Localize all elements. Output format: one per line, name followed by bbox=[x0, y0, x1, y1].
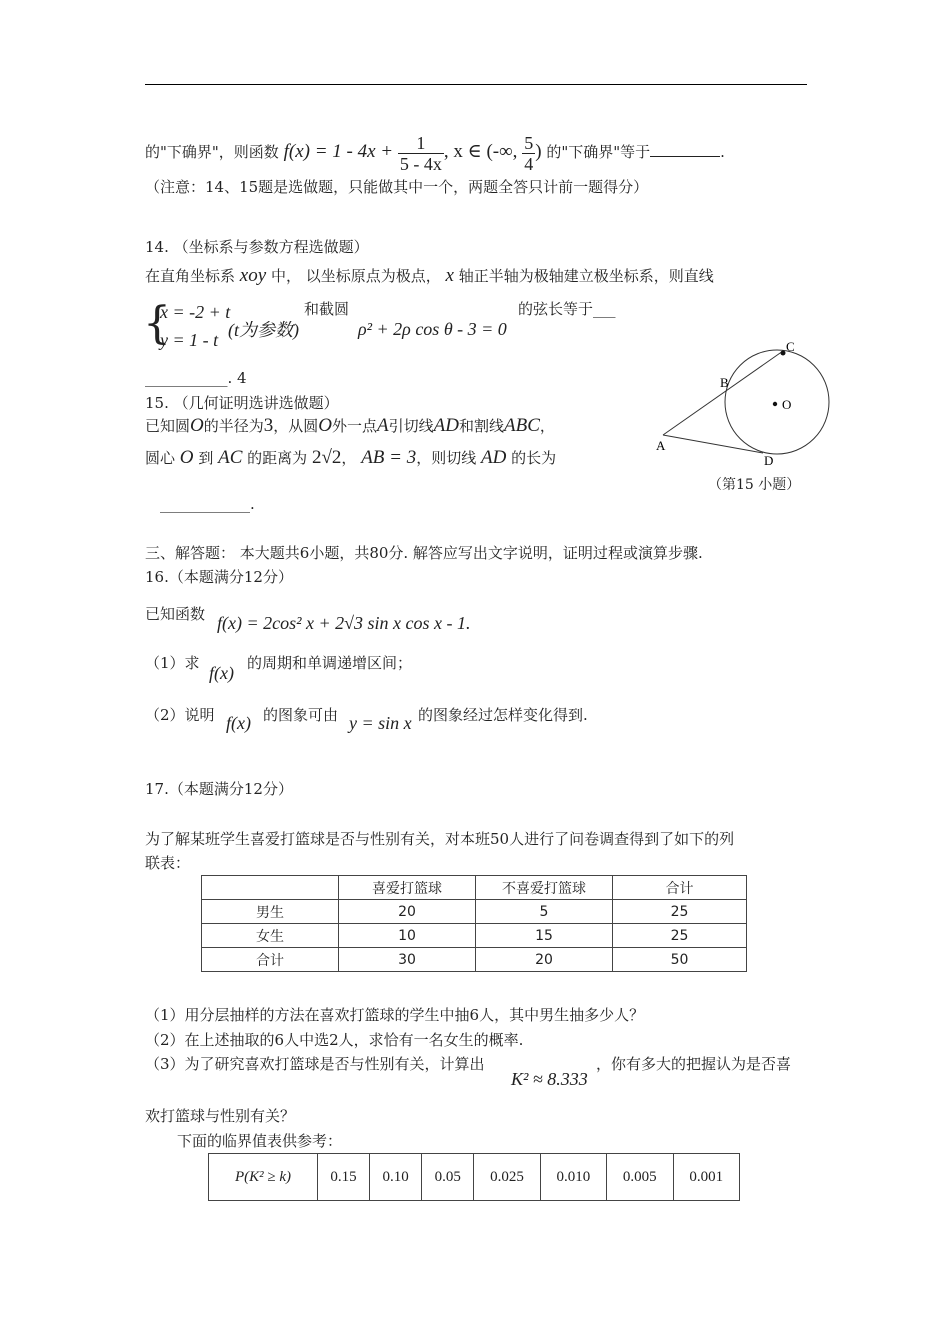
intro-end: . bbox=[720, 143, 725, 161]
table-cell: 0.010 bbox=[540, 1154, 606, 1201]
intro-frac-den: 5 - 4x bbox=[399, 153, 442, 174]
q16-p1a: （1）求 bbox=[145, 654, 200, 672]
table-cell: 15 bbox=[476, 924, 613, 948]
q17-title: 17.（本题满分12分） bbox=[145, 780, 293, 798]
q15-l2f: 的长为 bbox=[511, 449, 557, 467]
q15-l2c: 的距离为 bbox=[247, 449, 308, 467]
q15-AD2: AD bbox=[481, 447, 507, 468]
table-cell: 女生 bbox=[202, 924, 339, 948]
q14-x: x bbox=[445, 265, 454, 286]
q15-O2: O bbox=[318, 415, 333, 436]
table-cell: 50 bbox=[613, 948, 747, 972]
q17-k-value: K² ≈ 8.333 bbox=[511, 1069, 588, 1089]
q15-AC: AC bbox=[218, 447, 243, 468]
q15-l1a: 已知圆 bbox=[145, 417, 191, 435]
label-O: O bbox=[782, 397, 792, 412]
table-cell: 25 bbox=[613, 900, 747, 924]
q15-dist: 2√2 bbox=[311, 447, 342, 468]
table-cell: 5 bbox=[476, 900, 613, 924]
table-cell: 0.05 bbox=[422, 1154, 474, 1201]
table-cell: 25 bbox=[613, 924, 747, 948]
q15-l2a: 圆心 bbox=[145, 449, 176, 467]
q14-eq1: x = -2 + t bbox=[160, 302, 231, 322]
intro-domain: , x ∈ (-∞, bbox=[443, 141, 518, 162]
q16-p2b: 的图象可由 bbox=[263, 706, 339, 724]
q15-three: 3 bbox=[263, 415, 274, 436]
table-row bbox=[209, 1154, 740, 1201]
q16-func-end: . bbox=[466, 613, 471, 633]
q16-p1-fx: f(x) bbox=[209, 663, 234, 683]
intro-frac-num: 1 bbox=[398, 133, 444, 154]
tangent-line bbox=[663, 435, 763, 453]
q15-AB3: AB = 3 bbox=[361, 447, 417, 468]
q14-chord: 的弦长等于___ bbox=[518, 300, 616, 318]
table-header-cell bbox=[202, 876, 339, 900]
q14-param: (t为参数) bbox=[228, 320, 299, 340]
point-C bbox=[781, 351, 786, 356]
table-row bbox=[202, 924, 747, 948]
elective-note: （注意：14、15题是选做题，只能做其中一个，两题全答只计前一题得分） bbox=[145, 178, 649, 196]
q14-line1 bbox=[145, 266, 714, 286]
q16-p2c: 的图象经过怎样变化得到. bbox=[418, 706, 588, 724]
table-cell: 男生 bbox=[202, 900, 339, 924]
q15-l2b: 到 bbox=[198, 449, 214, 467]
q15-line2 bbox=[145, 446, 556, 470]
q15-l2e: ，则切线 bbox=[416, 449, 477, 467]
q14-l1b: 中， 以坐标原点为极点， bbox=[270, 267, 441, 285]
table-cell: 合计 bbox=[202, 948, 339, 972]
q16-function bbox=[217, 613, 471, 634]
point-O bbox=[773, 402, 777, 406]
q15-l1c: ，从圆 bbox=[273, 417, 319, 435]
intro-prefix: 的"下确界"，则函数 bbox=[145, 143, 279, 161]
table-cell: 20 bbox=[476, 948, 613, 972]
q14-and-circle: 和截圆 bbox=[304, 300, 350, 318]
circle-O bbox=[725, 350, 829, 454]
q14-answer: ___________. 4 bbox=[145, 369, 247, 387]
q14-l1c: 轴正半轴为极轴建立极坐标系，则直线 bbox=[458, 267, 714, 285]
intro-suffix: 的"下确界"等于 bbox=[546, 143, 651, 161]
q17-desc2: 联表： bbox=[145, 854, 191, 872]
q17-p1: （1）用分层抽样的方法在喜欢打篮球的学生中抽6人，其中男生抽多少人？ bbox=[145, 1006, 645, 1024]
intro-fraction bbox=[398, 133, 444, 174]
table-cell: 0.10 bbox=[370, 1154, 422, 1201]
q15-l1e: 引切线 bbox=[388, 417, 434, 435]
intro-line bbox=[145, 132, 725, 172]
q16-title: 16.（本题满分12分） bbox=[145, 568, 293, 586]
q15-title: 15. （几何证明选讲选做题） bbox=[145, 394, 339, 412]
dom-num: 5 bbox=[524, 132, 534, 153]
table-cell: 30 bbox=[339, 948, 476, 972]
q16-given: 已知函数 bbox=[145, 605, 206, 623]
q14-l1a: 在直角坐标系 bbox=[145, 267, 236, 285]
q15-l1b: 的半径为 bbox=[203, 417, 264, 435]
q16-p1b: 的周期和单调递增区间； bbox=[247, 654, 413, 672]
q17-p2: （2）在上述抽取的6人中选2人，求恰有一名女生的概率. bbox=[145, 1031, 524, 1049]
intro-blank bbox=[650, 140, 720, 157]
intro-function: f(x) = 1 - 4x + bbox=[283, 141, 394, 162]
dom-den: 4 bbox=[524, 153, 534, 174]
label-D: D bbox=[764, 453, 774, 468]
q17-desc1: 为了解某班学生喜爱打篮球是否与性别有关，对本班50人进行了问卷调查得到了如下的列 bbox=[145, 830, 735, 848]
label-B: B bbox=[720, 375, 729, 390]
q14-polar-eq: ρ² + 2ρ cos θ - 3 = 0 bbox=[358, 319, 507, 339]
table-header-row bbox=[202, 876, 747, 900]
q17-p3c: 欢打篮球与性别有关？ bbox=[145, 1107, 296, 1125]
q15-l1f: 和割线 bbox=[458, 417, 504, 435]
q17-ref: 下面的临界值表供参考： bbox=[177, 1132, 343, 1150]
q15-l1d: 外一点 bbox=[332, 417, 378, 435]
table-cell: 0.15 bbox=[318, 1154, 370, 1201]
table-cell: 0.001 bbox=[673, 1154, 740, 1201]
table-row bbox=[202, 948, 747, 972]
section-3-heading: 三、解答题： 本大题共6小题，共80分. 解答应写出文字说明，证明过程或演算步骤. bbox=[145, 544, 703, 562]
table-cell: 20 bbox=[339, 900, 476, 924]
q15-l2d: ， bbox=[341, 449, 357, 467]
table-cell: 0.025 bbox=[474, 1154, 540, 1201]
label-A: A bbox=[656, 438, 666, 453]
table-cell: 0.005 bbox=[607, 1154, 673, 1201]
table-header-cell: 合计 bbox=[613, 876, 747, 900]
q15-A: A bbox=[377, 415, 389, 436]
q15-AD: AD bbox=[433, 415, 459, 436]
intro-close: ) bbox=[535, 141, 542, 162]
q17-p3b: ，你有多大的把握认为是否喜 bbox=[596, 1055, 792, 1073]
secant-line bbox=[663, 351, 783, 435]
q15-ABC: ABC bbox=[504, 415, 540, 436]
table-header-cell: 喜爱打篮球 bbox=[339, 876, 476, 900]
q16-p2a: （2）说明 bbox=[145, 706, 215, 724]
q16-func: f(x) = 2cos² x + 2√3 sin x cos x - 1 bbox=[217, 613, 467, 633]
q14-brace: { bbox=[143, 298, 171, 349]
q15-caption: （第15 小题） bbox=[708, 477, 801, 493]
q15-O: O bbox=[190, 415, 204, 436]
q14-title: 14. （坐标系与参数方程选做题） bbox=[145, 238, 369, 256]
header-rule bbox=[145, 84, 807, 85]
q14-eq2: y = 1 - t bbox=[160, 330, 219, 350]
q16-p2-y: y = sin x bbox=[349, 713, 412, 733]
critical-value-table bbox=[208, 1153, 740, 1201]
label-C: C bbox=[786, 339, 795, 354]
q16-p2-fx: f(x) bbox=[226, 713, 251, 733]
q17-p3a: （3）为了研究喜欢打篮球是否与性别有关，计算出 bbox=[145, 1055, 485, 1073]
q14-xoy: xoy bbox=[239, 265, 267, 286]
q15-l1g: ， bbox=[539, 417, 555, 435]
intro-domain-fraction bbox=[522, 133, 535, 174]
table-header-cell: 不喜爱打篮球 bbox=[476, 876, 613, 900]
q15-O3: O bbox=[179, 447, 194, 468]
table-row bbox=[202, 900, 747, 924]
table-cell: 10 bbox=[339, 924, 476, 948]
q15-answer: ____________. bbox=[160, 495, 255, 513]
table-label-cell: P(K² ≥ k) bbox=[209, 1154, 318, 1201]
q15-line1 bbox=[145, 416, 555, 436]
contingency-table bbox=[201, 875, 747, 972]
